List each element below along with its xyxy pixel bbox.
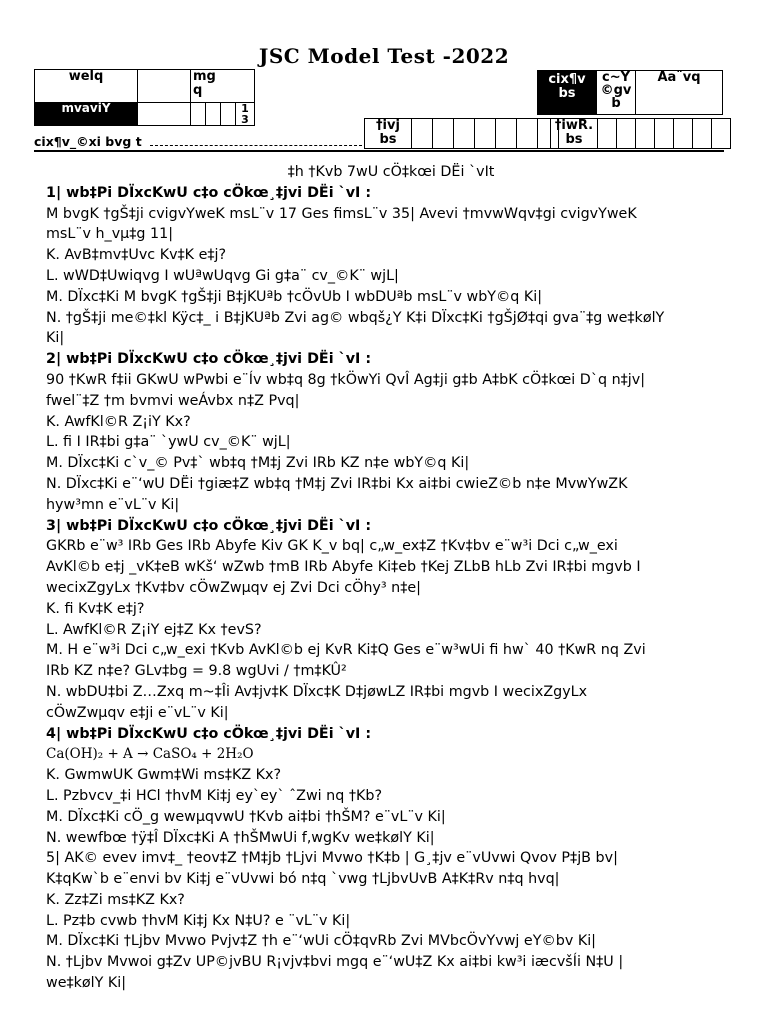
question-heading: 1| wb‡Pi DÏxcKwU c‡o cÖkœ¸‡jvi DËi `vI : — [46, 184, 372, 201]
subject-label: welq — [35, 70, 138, 103]
question-line: K. fi Kv‡K e‡j? — [46, 600, 145, 617]
instruction: ‡h †Kvb 7wU cÖ‡kœi DËi `vIt — [287, 164, 495, 180]
code-label: mvaviY — [35, 103, 138, 126]
roll-digit-box[interactable] — [517, 119, 538, 149]
chapter-label: Aa¨vq — [636, 71, 723, 115]
roll-digit-box[interactable] — [433, 119, 454, 149]
question-line: M. DÏxc‡Ki cÖ_g wewµqvwU †Kvb ai‡bi †hŠM? e¨vL¨v Ki| — [46, 808, 446, 825]
question-line: cÖwZwµqv e‡ji e¨vL¨v Ki| — [46, 704, 229, 721]
question-line: M. H e¨w³i Dci c„w_exi †Kvb AvKl©b ej KvR Ki‡Q Ges e¨w³wUi fi hw` 40 †KwR nq Zvi — [46, 642, 646, 659]
question-line: fwel¨‡Z †m bvmvi weÁvbx n‡Z Pvq| — [46, 392, 300, 409]
question-heading: 4| wb‡Pi DÏxcKwU c‡o cÖkœ¸‡jvi DËi `vI : — [46, 725, 372, 742]
question-line: M. DÏxc‡Ki c`v_© Pv‡` wb‡q †M‡j Zvi IRb KZ n‡e wbY©q Ki| — [46, 455, 470, 472]
exam-label: cix¶v bs — [538, 71, 597, 115]
question-line: N. wewfbœ †ÿ‡Î DÏxc‡Ki A †hŠMwUi f‚wgKv we‡kølY Ki| — [46, 829, 435, 846]
reg-digit-box[interactable] — [693, 119, 712, 149]
student-name-label: cix¶v_©xi bvg t — [34, 134, 142, 149]
registration-number-boxes — [550, 118, 731, 149]
question-line: N. †Ljbv Mvwoi g‡Zv UP©jvBU R¡vjv‡bvi mgq e¨‘wU‡Z Kx ai‡bi kw³i iæcvšÍi N‡U | — [46, 954, 624, 971]
roll-digit-box[interactable] — [496, 119, 517, 149]
question-line: K‡qKw`b e¨envi bv Ki‡j e¨vUvwi bó n‡q `vwg †LjbvUvB A‡K‡Rv n‡q hvq| — [46, 871, 560, 888]
question-line: we‡kølY Ki| — [46, 975, 127, 992]
question-line: L. fi I IR‡bi g‡a¨ `ywU cv_©K¨ wjL| — [46, 434, 291, 451]
question-line: GKRb e¨w³ IRb Ges IRb Abyfe Kiv GK K_v bq| c„w_ex‡Z †Kv‡bv e¨w³i Dci c„w_exi — [46, 538, 618, 555]
question-heading: 3| wb‡Pi DÏxcKwU c‡o cÖkœ¸‡jvi DËi `vI : — [46, 517, 372, 534]
question-line: L. Pzbvcv_‡i HCl †hvM Ki‡j ey`ey` ˆZwi nq †Kb? — [46, 787, 383, 804]
reg-digit-box[interactable] — [636, 119, 655, 149]
question-line: K. GwmwUK Gwm‡Wi ms‡KZ Kx? — [46, 767, 282, 784]
roll-digit-box[interactable] — [475, 119, 496, 149]
question-line: Ca(OH)₂ + A → CaSO₄ + 2H₂O — [46, 746, 254, 763]
question-body — [46, 162, 736, 994]
roll-number-boxes — [364, 118, 559, 149]
question-line: K. AvB‡mv‡Uvc Kv‡K e‡j? — [46, 247, 227, 264]
question-line: M. DÏxc‡Ki M bvgK †gŠ‡ji B‡jKUªb †cÖvUb I wbDUªb msL¨v wbY©q Ki| — [46, 288, 543, 305]
question-line: K. Zz‡Zi ms‡KZ Kx? — [46, 891, 185, 908]
question-line: IRb KZ n‡e? GLv‡bg = 9.8 wgUvi / †m‡KÛ² — [46, 663, 347, 680]
question-line: K. AwfKl©R Z¡iY Kx? — [46, 413, 191, 430]
question-line: 90 †KwR f‡ii GKwU wPwbi e¨Ív wb‡q 8g †kÖwYi QvÎ Ag‡ji g‡b A‡bK cÖ‡kœi D`q n‡jv| — [46, 371, 646, 388]
question-line: N. DÏxc‡Ki e¨‘wU DËi †giæ‡Z wb‡q †M‡j Zvi IR‡bi Kx ai‡bi cwieZ©b n‡e MvwYwZK — [46, 475, 628, 492]
page-title: JSC Model Test -2022 — [258, 44, 510, 68]
question-lines — [46, 183, 736, 994]
question-line: hyw³mn e¨vL¨v Ki| — [46, 496, 180, 513]
reg-digit-box[interactable] — [712, 119, 731, 149]
code-cell — [221, 103, 236, 126]
subject-cell — [138, 70, 191, 103]
roll-digit-box[interactable] — [454, 119, 475, 149]
question-line: AvKl©b e‡j _vK‡eB wKš‘ wZwb †mB IRb Abyfe Ki‡eb †Kej ZLbB hLb Zvi IR‡bi mgvb I — [46, 559, 641, 576]
question-line: N. wbDU‡bi Z…Zxq m~‡Îi Av‡jv‡K DÏxc‡K D‡jøwLZ IR‡bi mgvb I wecixZgyLx — [46, 683, 588, 700]
code-value: 1 3 — [236, 103, 255, 126]
roll-digit-box[interactable] — [412, 119, 433, 149]
code-cell — [191, 103, 206, 126]
code-cell — [138, 103, 191, 126]
question-line: N. †gŠ‡ji me©‡kl Kÿc‡_ i B‡jKUªb Zvi ag© wbqš¿Y K‡i DÏxc‡Ki †gŠjØ‡qi gva¨‡g we‡kølY — [46, 309, 665, 326]
reg-label: †iwR. bs — [551, 119, 598, 149]
student-name-line — [150, 145, 362, 146]
subject-info-box — [34, 69, 255, 126]
question-line: M. DÏxc‡Ki †Ljbv Mvwo Pvjv‡Z †h e¨‘wUi cÖ‡qvRb Zvi MVbcÖvYvwj eY©bv Ki| — [46, 933, 596, 950]
question-line: Ki| — [46, 330, 65, 347]
header-divider — [34, 150, 724, 152]
roll-label: †ivj bs — [365, 119, 412, 149]
question-line: L. AwfKl©R Z¡iY ej‡Z Kx †evS? — [46, 621, 262, 638]
question-line: M bvgK †gŠ‡ji cvigvYweK msL¨v 17 Ges fimsL¨v 35| Avevi †mvwWqv‡gi cvigvYweK — [46, 205, 637, 222]
reg-digit-box[interactable] — [598, 119, 617, 149]
question-line: msL¨v h_vµ‡g 11| — [46, 226, 174, 243]
marks-label: mg q — [191, 70, 255, 103]
exam-info-box — [537, 70, 723, 115]
question-line: 5| AK© evev imv‡_ †eov‡Z †M‡jb †Ljvi Mvwo †K‡b | G¸‡jv e¨vUvwi Qvov P‡jB bv| — [46, 850, 618, 867]
full-marks-label: c~Y ©gv b — [597, 71, 636, 115]
question-line: L. Pz‡b cvwb †hvM Ki‡j Kx N‡U? e ¨vL¨v Ki| — [46, 912, 351, 929]
code-cell — [206, 103, 221, 126]
reg-digit-box[interactable] — [617, 119, 636, 149]
question-line: L. wWD‡Uwiqvg I wUªwUqvg Gi g‡a¨ cv_©K¨ wjL| — [46, 267, 399, 284]
reg-digit-box[interactable] — [674, 119, 693, 149]
question-heading: 2| wb‡Pi DÏxcKwU c‡o cÖkœ¸‡jvi DËi `vI : — [46, 351, 372, 368]
reg-digit-box[interactable] — [655, 119, 674, 149]
question-line: wecixZgyLx †Kv‡bv cÖwZwµqv ej Zvi Dci cÖhy³ n‡e| — [46, 579, 421, 596]
